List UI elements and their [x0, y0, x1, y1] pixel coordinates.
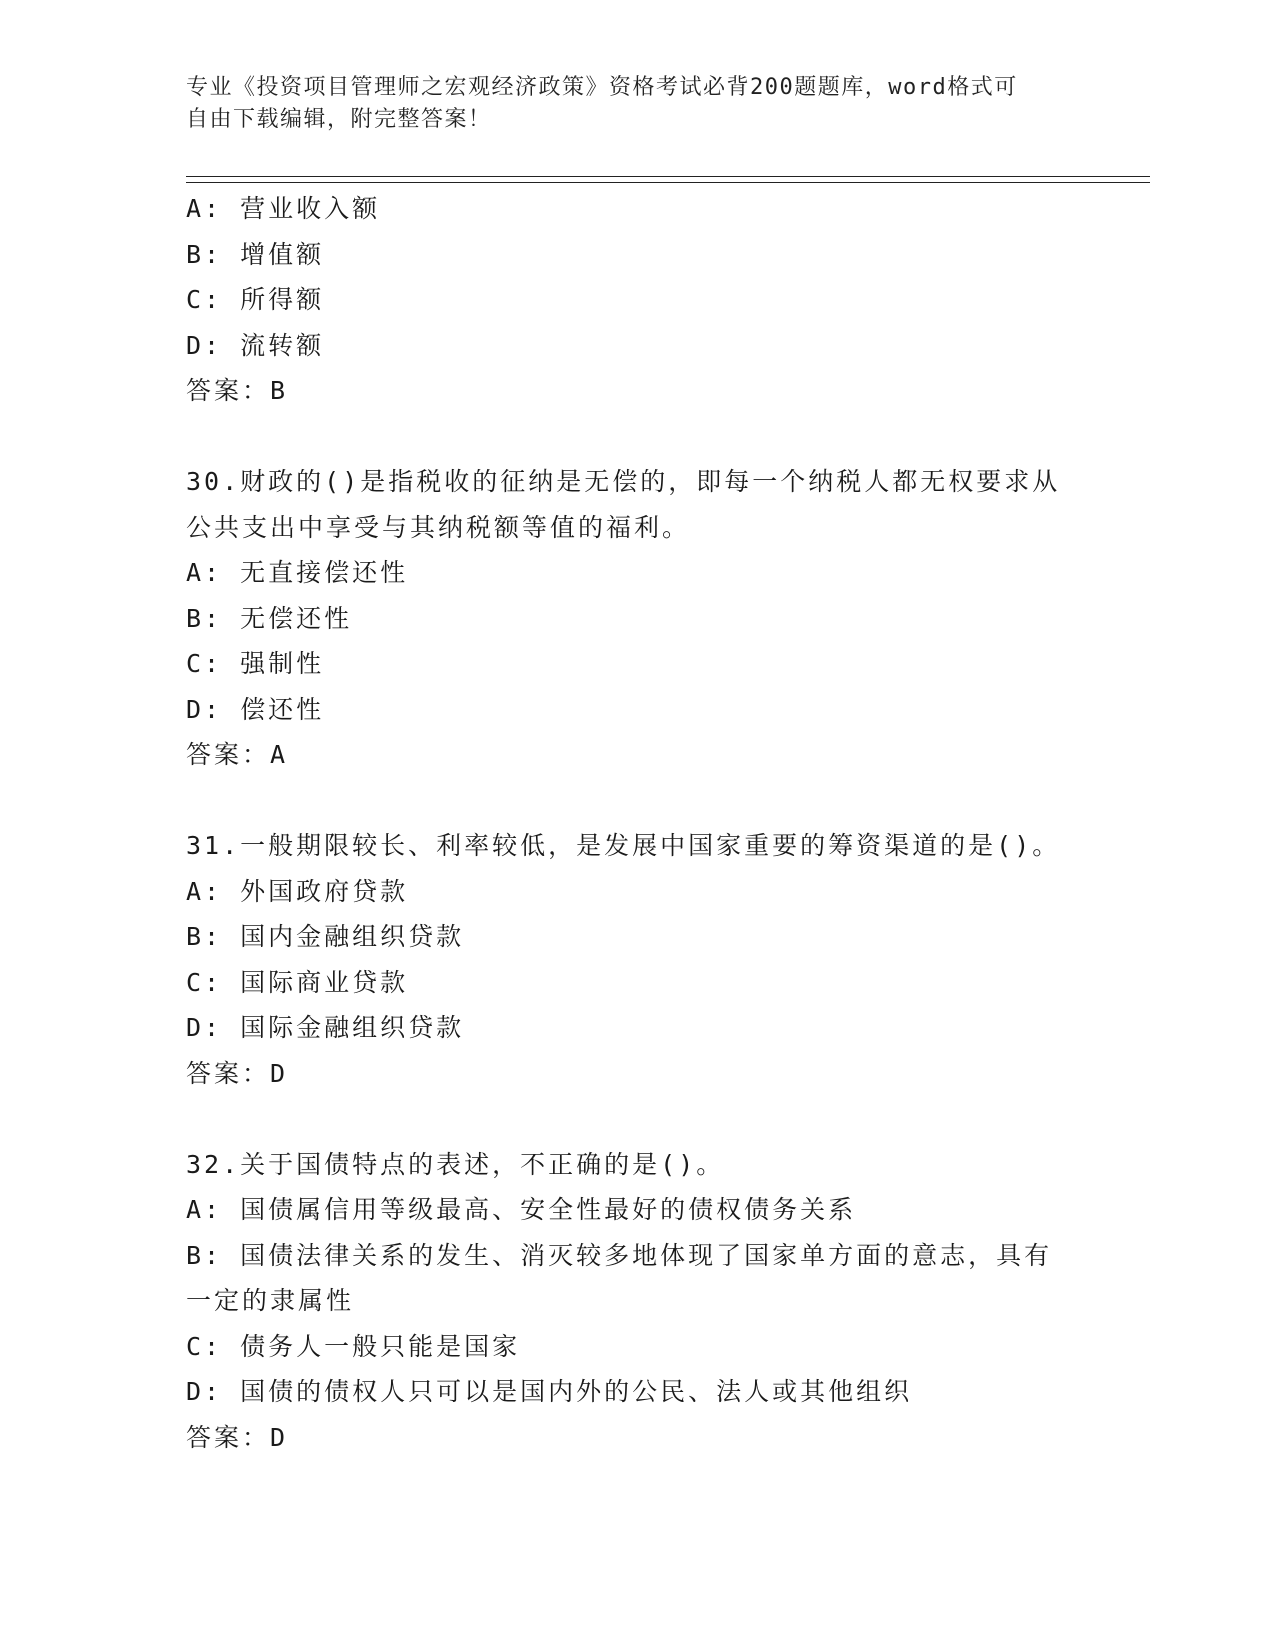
spacer — [186, 778, 1086, 824]
option-c: C: 所得额 — [186, 285, 325, 314]
option-d: D: 国债的债权人只可以是国内外的公民、法人或其他组织 — [186, 1377, 913, 1406]
header-divider — [186, 176, 1150, 183]
question-stem: 32.关于国债特点的表述，不正确的是()。 — [186, 1149, 725, 1179]
spacer — [186, 1096, 1086, 1142]
option-b-line2: 一定的隶属性 — [186, 1286, 355, 1315]
option-d: D: 偿还性 — [186, 694, 325, 724]
option-d: D: 国际金融组织贷款 — [186, 1013, 465, 1042]
question-29 — [186, 186, 1086, 414]
answer: 答案：D — [186, 1422, 289, 1452]
answer: 答案：D — [186, 1058, 289, 1088]
option-a: A: 无直接偿还性 — [186, 558, 409, 587]
header-title-line2: 自由下载编辑，附完整答案！ — [186, 107, 492, 132]
question-stem-line1: 30.财政的()是指税收的征纳是无偿的，即每一个纳税人都无权要求从 — [186, 467, 1061, 496]
answer: 答案：B — [186, 376, 289, 405]
document-header — [186, 72, 1066, 136]
option-d: D: 流转额 — [186, 330, 325, 360]
question-list — [186, 186, 1086, 1460]
option-a: A: 营业收入额 — [186, 194, 381, 223]
question-32 — [186, 1142, 1086, 1461]
option-c: C: 债务人一般只能是国家 — [186, 1331, 521, 1361]
option-a: A: 外国政府贷款 — [186, 876, 409, 906]
option-b-line1: B: 国债法律关系的发生、消灭较多地体现了国家单方面的意志，具有 — [186, 1240, 1053, 1270]
answer: 答案：A — [186, 740, 289, 769]
spacer — [186, 414, 1086, 460]
option-c: C: 国际商业贷款 — [186, 967, 409, 997]
question-31 — [186, 823, 1086, 1096]
header-title-line1: 专业《投资项目管理师之宏观经济政策》资格考试必背200题题库，word格式可 — [186, 75, 1018, 100]
option-b: B: 增值额 — [186, 239, 325, 269]
option-a: A: 国债属信用等级最高、安全性最好的债权债务关系 — [186, 1195, 857, 1224]
question-stem-line2: 公共支出中享受与其纳税额等值的福利。 — [186, 512, 691, 542]
question-stem: 31.一般期限较长、利率较低，是发展中国家重要的筹资渠道的是()。 — [186, 831, 1061, 860]
option-b: B: 无偿还性 — [186, 603, 353, 633]
question-30 — [186, 459, 1086, 778]
option-b: B: 国内金融组织贷款 — [186, 922, 465, 951]
option-c: C: 强制性 — [186, 649, 325, 678]
